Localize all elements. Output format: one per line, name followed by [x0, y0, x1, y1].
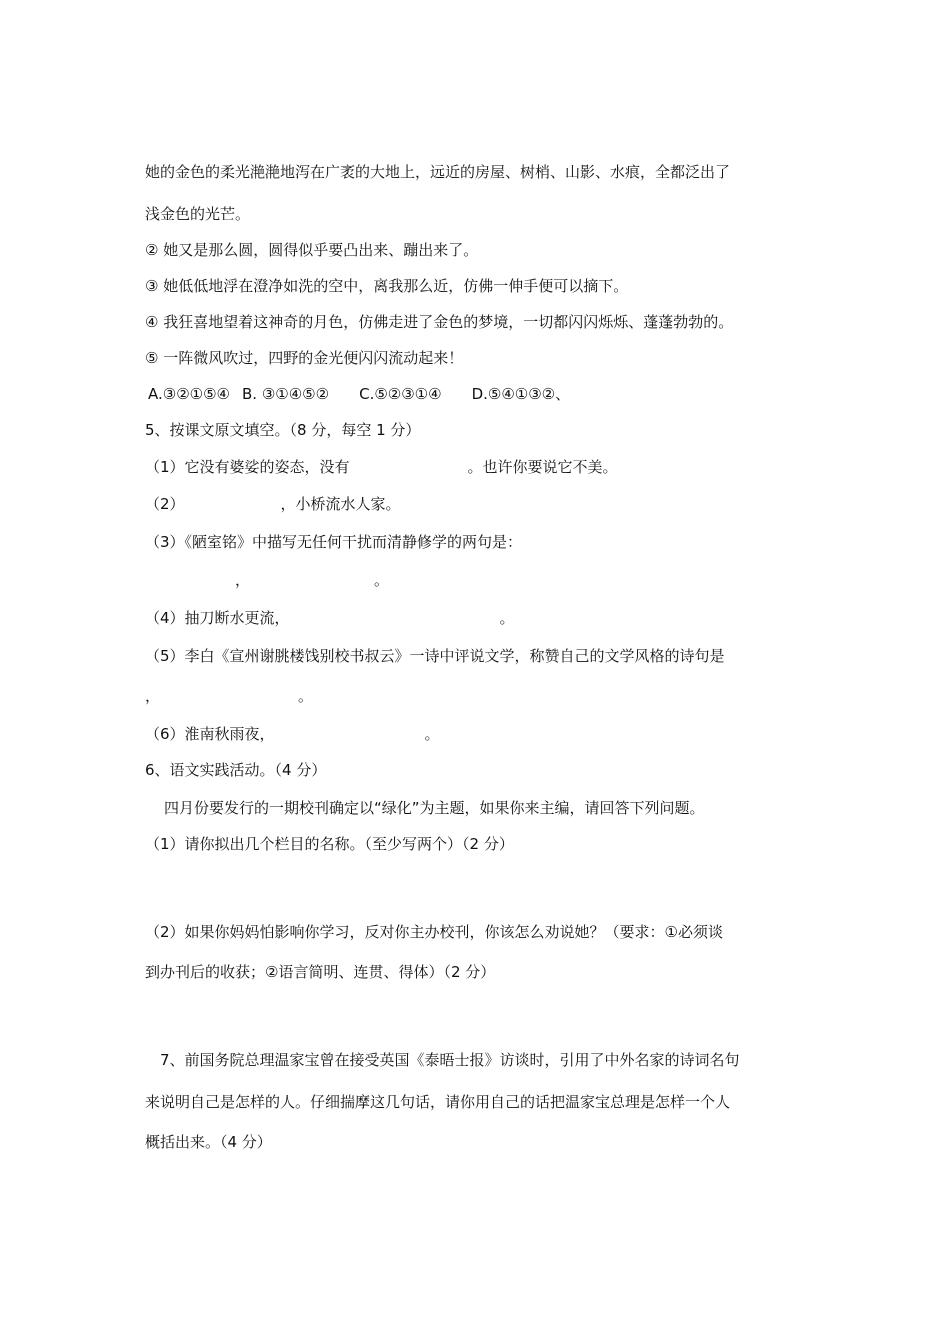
sentence-2: ② 她又是那么圆，圆得似乎要凸出来、蹦出来了。 — [145, 241, 479, 259]
period: 。 — [298, 687, 314, 705]
q5-item-2-label: （2） — [145, 495, 185, 513]
q5-item-6-text: （6）淮南秋雨夜， — [145, 725, 275, 743]
period: 。 — [424, 725, 440, 743]
q6-sub-2-line-1: （2）如果你妈妈怕影响你学习，反对你主办校刊，你该怎么劝说她？（要求：①必须谈 — [145, 923, 723, 941]
sentence-3: ③ 她低低地浮在澄净如洗的空中，离我那么近，仿佛一伸手便可以摘下。 — [145, 277, 629, 295]
q5-item-6 — [145, 724, 440, 744]
passage-line-1: 她的金色的柔光滟滟地泻在广袤的大地上，远近的房屋、树梢、山影、水痕，全都泛出了 — [145, 163, 731, 181]
q5-item-5: （5）李白《宣州谢朓楼饯别校书叔云》一诗中评说文学，称赞自己的文学风格的诗句是 — [145, 647, 725, 665]
period: 。 — [499, 609, 515, 627]
q5-item-1 — [145, 457, 618, 477]
q6-intro: 四月份要发行的一期校刊确定以“绿化”为主题，如果你来主编，请回答下列问题。 — [164, 799, 705, 817]
question-7-line-2: 来说明自己是怎样的人。仔细揣摩这几句话，请你用自己的话把温家宝总理是怎样一个人 — [145, 1093, 731, 1111]
question-7-line-3: 概括出来。（4 分） — [145, 1133, 272, 1151]
q5-item-1-text: （1）它没有婆娑的姿态，没有 — [145, 458, 350, 476]
question-5-title: 5、按课文原文填空。（8 分，每空 1 分） — [145, 421, 421, 439]
q6-sub-1: （1）请你拟出几个栏目的名称。（至少写两个）（2 分） — [145, 835, 514, 853]
comma: ， — [235, 571, 251, 589]
option-a: A.③②①⑤④ — [148, 385, 231, 403]
option-b: B. ③①④⑤② — [242, 385, 330, 403]
q5-item-4 — [145, 608, 515, 628]
option-c: C.⑤②③①④ — [359, 385, 442, 403]
q5-item-4-text: （4）抽刀断水更流， — [145, 609, 290, 627]
answer-options — [148, 384, 570, 404]
period: 。 — [374, 571, 390, 589]
sentence-4: ④ 我狂喜地望着这神奇的月色，仿佛走进了金色的梦境，一切都闪闪烁烁、蓬蓬勃勃的。 — [145, 313, 734, 331]
question-6-title: 6、语文实践活动。（4 分） — [145, 761, 327, 779]
question-7-line-1: 7、前国务院总理温家宝曾在接受英国《泰晤士报》访谈时，引用了中外名家的诗词名句 — [160, 1051, 740, 1069]
q6-sub-2-line-2: 到办刊后的收获；②语言简明、连贯、得体）（2 分） — [145, 963, 496, 981]
q5-item-3-blanks — [145, 570, 389, 590]
option-d: D.⑤④①③②、 — [471, 385, 571, 403]
comma: ， — [145, 687, 161, 705]
q5-item-2 — [145, 494, 401, 514]
passage-line-2: 浅金色的光芒。 — [145, 205, 251, 223]
q5-item-2-text: ，小桥流水人家。 — [280, 495, 401, 513]
q5-item-3: （3）《陋室铭》中描写无任何干扰而清静修学的两句是： — [145, 533, 523, 551]
sentence-5: ⑤ 一阵微风吹过，四野的金光便闪闪流动起来！ — [145, 349, 464, 367]
q5-item-5-blanks — [145, 686, 313, 706]
q5-item-1-end: 。也许你要说它不美。 — [467, 458, 618, 476]
